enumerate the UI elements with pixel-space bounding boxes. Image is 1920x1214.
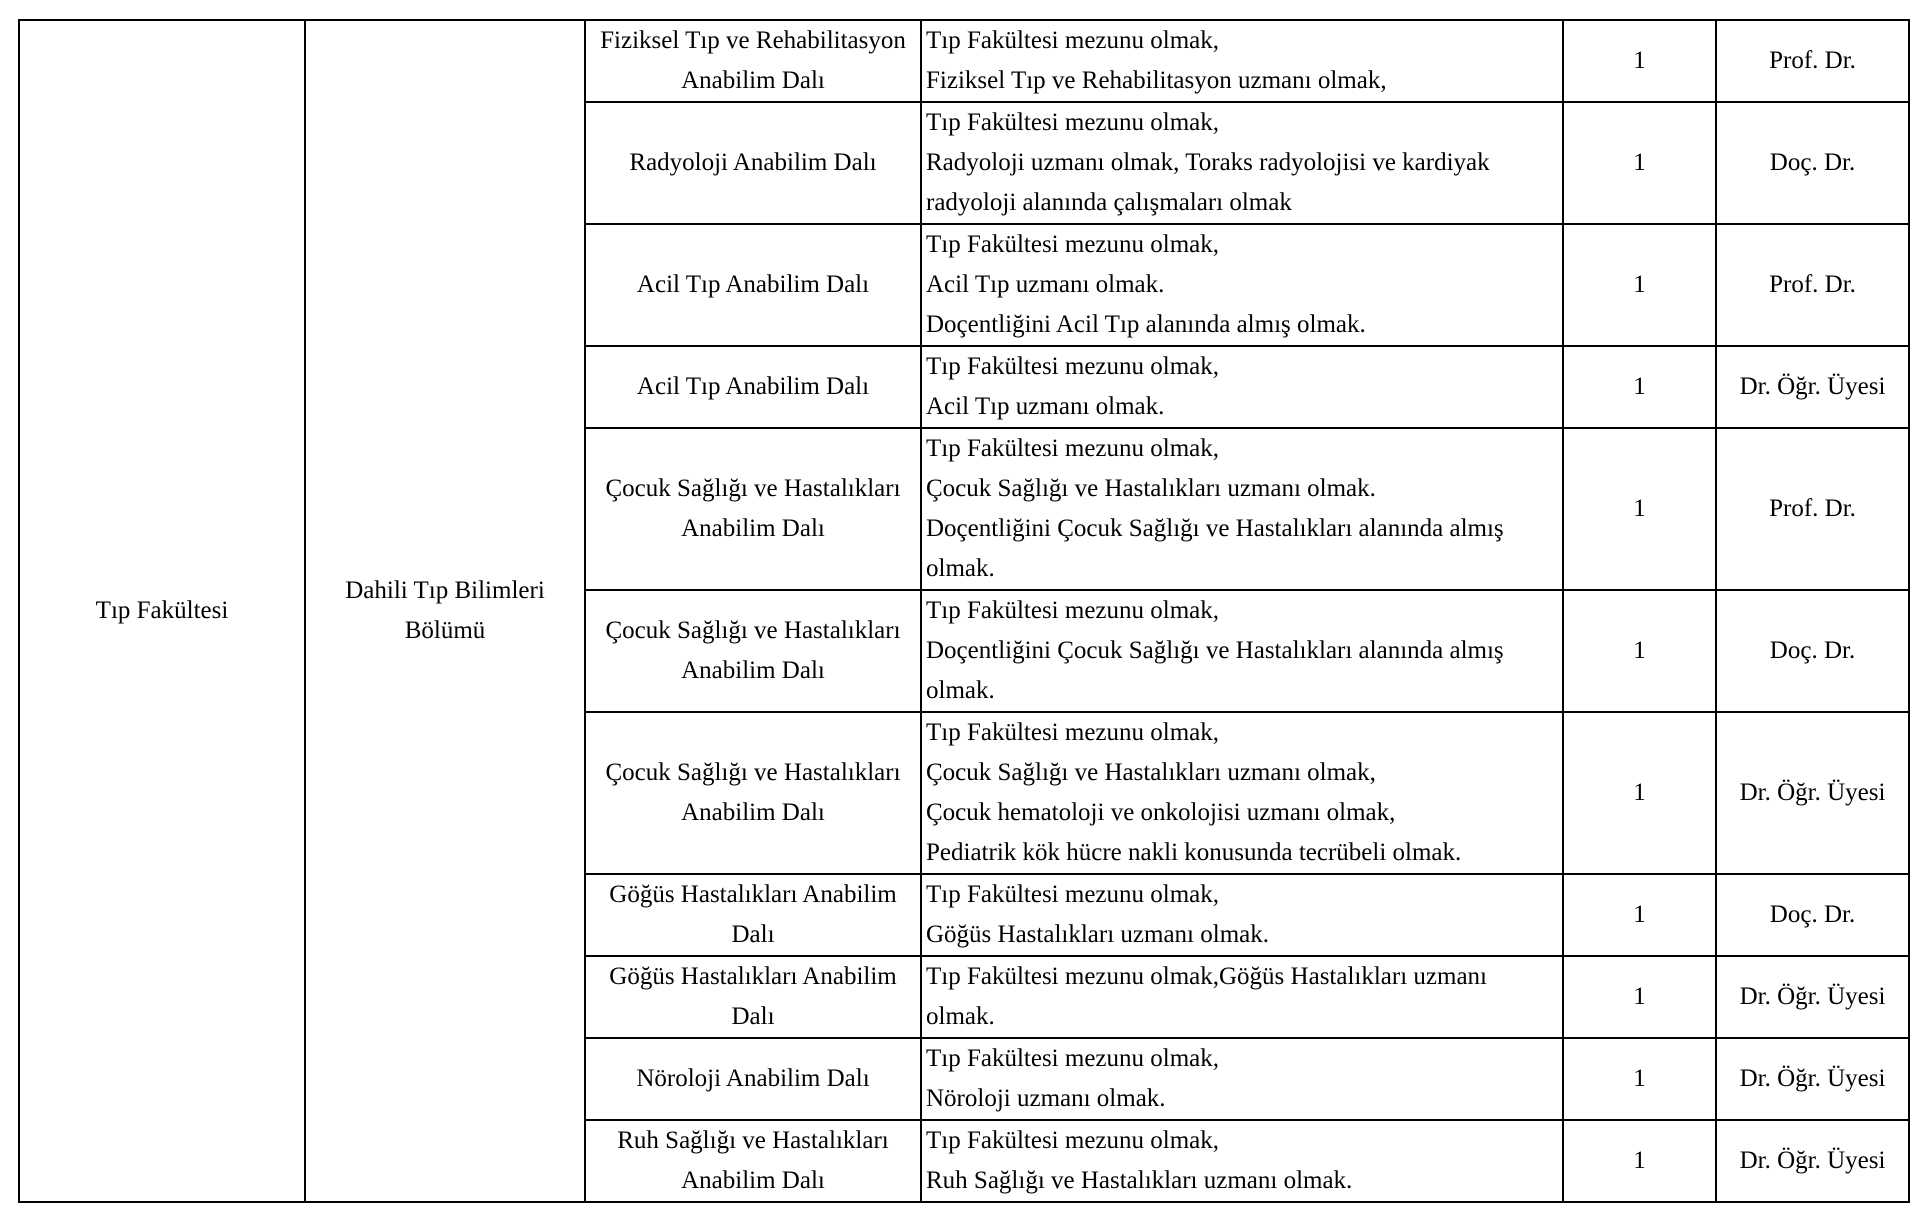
academic-title: Prof. Dr. — [1769, 271, 1856, 298]
requirement-line: Tıp Fakültesi mezunu olmak, — [926, 719, 1220, 746]
requirement-line: Doçentliğini Çocuk Sağlığı ve Hastalıkları alanında almış olmak. — [926, 515, 1504, 582]
position-table — [18, 19, 1910, 1203]
title-cell — [1716, 712, 1909, 874]
division-cell — [585, 346, 921, 428]
position-count: 1 — [1633, 1065, 1646, 1092]
title-cell — [1716, 1120, 1909, 1202]
title-cell — [1716, 956, 1909, 1038]
count-cell — [1563, 1120, 1716, 1202]
requirement-line: Fiziksel Tıp ve Rehabilitasyon uzmanı olmak, — [926, 67, 1387, 94]
requirements-cell — [921, 428, 1563, 590]
division-cell — [585, 712, 921, 874]
count-cell — [1563, 102, 1716, 224]
academic-title: Dr. Öğr. Üyesi — [1739, 1147, 1886, 1174]
requirements-cell — [921, 1120, 1563, 1202]
requirements-cell — [921, 956, 1563, 1038]
count-cell — [1563, 428, 1716, 590]
requirement-line: Tıp Fakültesi mezunu olmak, — [926, 353, 1220, 380]
count-cell — [1563, 590, 1716, 712]
requirement-line: Çocuk hematoloji ve onkolojisi uzmanı olmak, — [926, 799, 1396, 826]
requirement-line: Tıp Fakültesi mezunu olmak, — [926, 27, 1220, 54]
count-cell — [1563, 224, 1716, 346]
title-cell — [1716, 428, 1909, 590]
division-name: Çocuk Sağlığı ve Hastalıkları Anabilim Dalı — [605, 475, 901, 542]
division-cell — [585, 1038, 921, 1120]
requirement-line: Pediatrik kök hücre nakli konusunda tecrübeli olmak. — [926, 839, 1462, 866]
requirement-line: Ruh Sağlığı ve Hastalıkları uzmanı olmak. — [926, 1167, 1353, 1194]
requirements-cell — [921, 20, 1563, 102]
requirement-line: Çocuk Sağlığı ve Hastalıkları uzmanı olmak. — [926, 475, 1376, 502]
count-cell — [1563, 20, 1716, 102]
position-count: 1 — [1633, 373, 1646, 400]
requirement-line: Tıp Fakültesi mezunu olmak, — [926, 597, 1220, 624]
title-cell — [1716, 346, 1909, 428]
division-cell — [585, 428, 921, 590]
requirements-cell — [921, 712, 1563, 874]
requirement-line: Nöroloji uzmanı olmak. — [926, 1085, 1166, 1112]
division-name: Acil Tıp Anabilim Dalı — [636, 271, 870, 298]
position-count: 1 — [1633, 779, 1646, 806]
position-count: 1 — [1633, 149, 1646, 176]
academic-title: Dr. Öğr. Üyesi — [1739, 1065, 1886, 1092]
position-table-body — [19, 20, 1909, 1202]
requirement-line: Tıp Fakültesi mezunu olmak, — [926, 435, 1220, 462]
academic-title: Prof. Dr. — [1769, 47, 1856, 74]
title-cell — [1716, 590, 1909, 712]
position-count: 1 — [1633, 983, 1646, 1010]
position-count: 1 — [1633, 637, 1646, 664]
department-cell — [305, 20, 585, 1202]
title-cell — [1716, 20, 1909, 102]
requirement-line: Doçentliğini Çocuk Sağlığı ve Hastalıkları alanında almış olmak. — [926, 637, 1504, 704]
table-row — [19, 20, 1909, 102]
requirement-line: Göğüs Hastalıkları uzmanı olmak. — [926, 921, 1269, 948]
requirements-cell — [921, 1038, 1563, 1120]
title-cell — [1716, 874, 1909, 956]
division-cell — [585, 20, 921, 102]
requirements-cell — [921, 874, 1563, 956]
division-cell — [585, 956, 921, 1038]
division-name: Göğüs Hastalıkları Anabilim Dalı — [609, 881, 897, 948]
requirements-cell — [921, 590, 1563, 712]
position-count: 1 — [1633, 47, 1646, 74]
academic-title: Doç. Dr. — [1769, 149, 1856, 176]
requirement-line: Tıp Fakültesi mezunu olmak, — [926, 109, 1220, 136]
division-cell — [585, 590, 921, 712]
faculty-name: Tıp Fakültesi — [95, 597, 229, 624]
academic-title: Dr. Öğr. Üyesi — [1739, 983, 1886, 1010]
requirement-line: Acil Tıp uzmanı olmak. — [926, 393, 1165, 420]
division-cell — [585, 224, 921, 346]
academic-title: Doç. Dr. — [1769, 637, 1856, 664]
requirements-cell — [921, 224, 1563, 346]
division-name: Çocuk Sağlığı ve Hastalıkları Anabilim Dalı — [605, 759, 901, 826]
division-name: Fiziksel Tıp ve Rehabilitasyon Anabilim Dalı — [600, 27, 906, 94]
title-cell — [1716, 224, 1909, 346]
academic-title: Dr. Öğr. Üyesi — [1739, 779, 1886, 806]
title-cell — [1716, 102, 1909, 224]
division-name: Acil Tıp Anabilim Dalı — [636, 373, 870, 400]
count-cell — [1563, 956, 1716, 1038]
count-cell — [1563, 346, 1716, 428]
academic-title: Prof. Dr. — [1769, 495, 1856, 522]
title-cell — [1716, 1038, 1909, 1120]
requirements-cell — [921, 102, 1563, 224]
division-name: Göğüs Hastalıkları Anabilim Dalı — [609, 963, 897, 1030]
count-cell — [1563, 874, 1716, 956]
academic-title: Dr. Öğr. Üyesi — [1739, 373, 1886, 400]
requirement-line: Acil Tıp uzmanı olmak. — [926, 271, 1165, 298]
requirement-line: Çocuk Sağlığı ve Hastalıkları uzmanı olmak, — [926, 759, 1376, 786]
division-cell — [585, 874, 921, 956]
position-count: 1 — [1633, 1147, 1646, 1174]
division-name: Ruh Sağlığı ve Hastalıkları Anabilim Dalı — [617, 1127, 889, 1194]
division-cell — [585, 1120, 921, 1202]
requirement-line: Radyoloji uzmanı olmak, Toraks radyolojisi ve kardiyak radyoloji alanında çalışmaları olmak — [926, 149, 1490, 216]
position-count: 1 — [1633, 495, 1646, 522]
requirement-line: Tıp Fakültesi mezunu olmak, — [926, 1127, 1220, 1154]
division-name: Nöroloji Anabilim Dalı — [636, 1065, 870, 1092]
requirement-line: Tıp Fakültesi mezunu olmak, — [926, 1045, 1220, 1072]
position-count: 1 — [1633, 901, 1646, 928]
requirement-line: Tıp Fakültesi mezunu olmak, — [926, 231, 1220, 258]
count-cell — [1563, 1038, 1716, 1120]
division-cell — [585, 102, 921, 224]
requirement-line: Doçentliğini Acil Tıp alanında almış olmak. — [926, 311, 1366, 338]
academic-title: Doç. Dr. — [1769, 901, 1856, 928]
position-count: 1 — [1633, 271, 1646, 298]
requirement-line: Tıp Fakültesi mezunu olmak,Göğüs Hastalıkları uzmanı olmak. — [926, 963, 1487, 1030]
division-name: Radyoloji Anabilim Dalı — [629, 149, 877, 176]
division-name: Çocuk Sağlığı ve Hastalıkları Anabilim Dalı — [605, 617, 901, 684]
requirement-line: Tıp Fakültesi mezunu olmak, — [926, 881, 1220, 908]
department-name: Dahili Tıp Bilimleri Bölümü — [345, 577, 545, 644]
requirements-cell — [921, 346, 1563, 428]
count-cell — [1563, 712, 1716, 874]
faculty-cell — [19, 20, 305, 1202]
